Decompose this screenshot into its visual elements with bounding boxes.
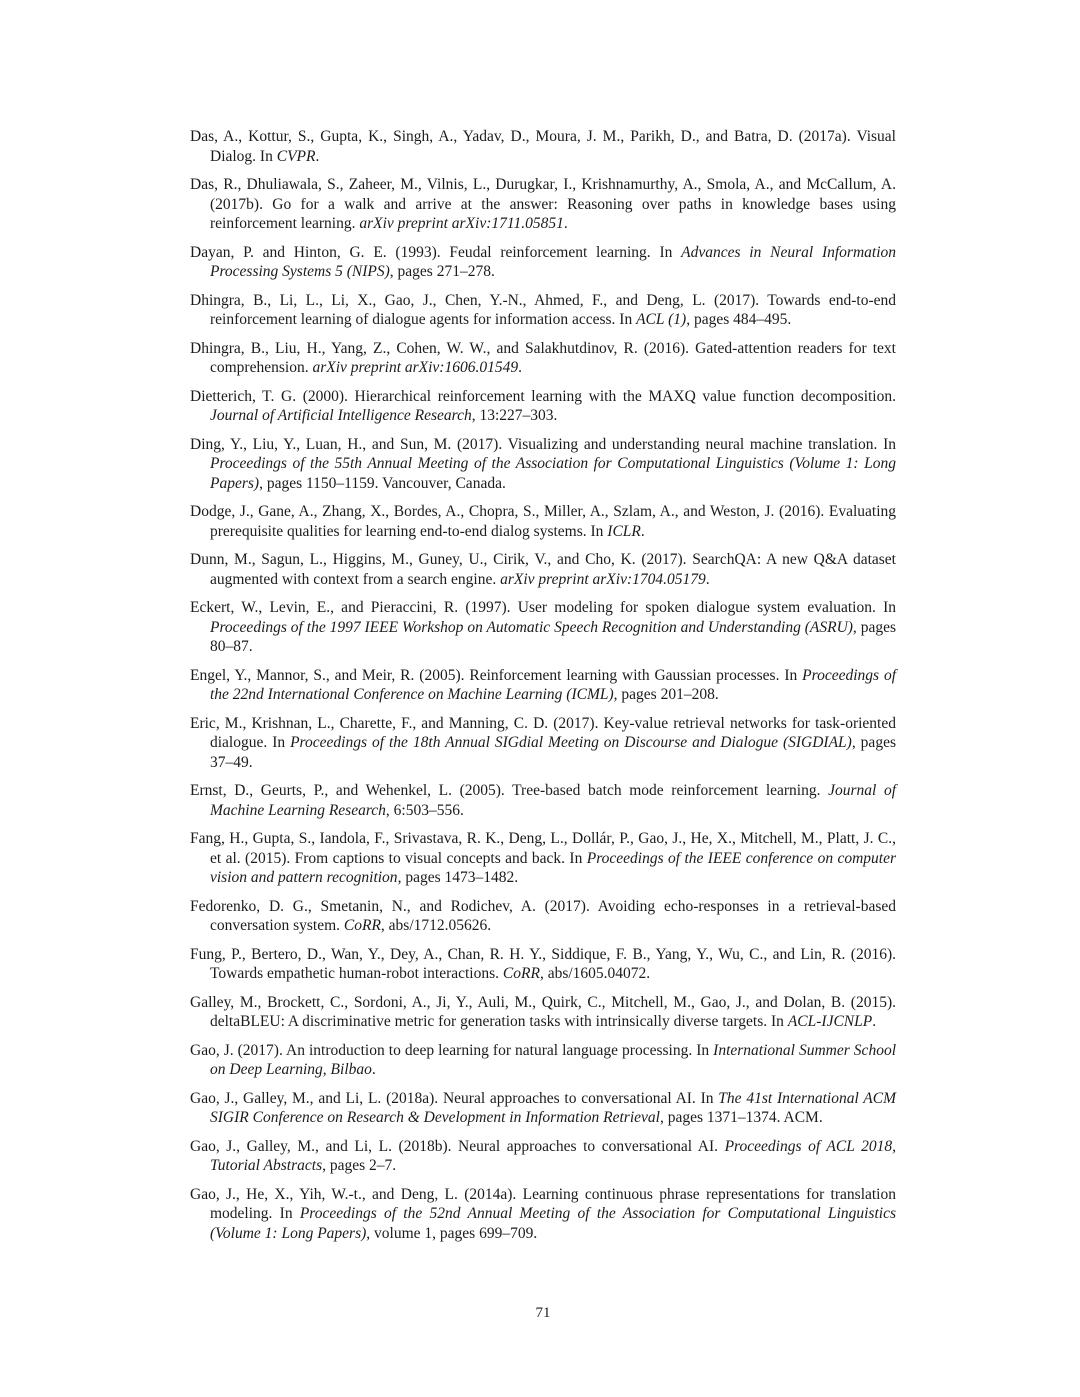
reference-venue: Journal of Artificial Intelligence Research xyxy=(210,407,472,424)
reference-entry xyxy=(190,502,896,541)
reference-venue: Proceedings of the 1997 IEEE Workshop on Automatic Speech Recognition and Understanding (ASRU) xyxy=(210,618,853,636)
reference-venue: Advances in Neural Information Processing Systems 5 (NIPS) xyxy=(210,243,896,280)
reference-text: . xyxy=(872,1013,877,1030)
reference-entry xyxy=(190,175,896,234)
reference-venue: CoRR xyxy=(502,965,540,982)
reference-text: , pages 2–7. xyxy=(322,1157,397,1174)
reference-venue: CoRR xyxy=(343,917,381,934)
reference-entry xyxy=(190,1041,896,1080)
reference-venue: Proceedings of ACL 2018, Tutorial Abstracts xyxy=(210,1137,896,1174)
reference-venue: ACL (1) xyxy=(636,311,687,328)
reference-text: . xyxy=(640,522,645,540)
reference-entry xyxy=(190,598,896,657)
reference-text: , pages 1473–1482. xyxy=(397,869,519,886)
reference-entry xyxy=(190,1089,896,1128)
reference-text: Gao, J. (2017). An introduction to deep learning for natural language processing. In xyxy=(190,1041,714,1059)
reference-text: Dodge, J., Gane, A., Zhang, X., Bordes, A., Chopra, S., Miller, A., Szlam, A., and Weston, J. (2016). Evaluating prerequisite qualities for learning end-to-end dialog systems. In xyxy=(190,503,896,540)
reference-entry xyxy=(190,993,896,1032)
reference-entry xyxy=(190,1185,896,1244)
reference-entry xyxy=(190,945,896,984)
reference-text: . xyxy=(371,1061,376,1078)
reference-text: Dayan, P. and Hinton, G. E. (1993). Feudal reinforcement learning. In xyxy=(190,243,682,261)
reference-text: Gao, J., Galley, M., and Li, L. (2018b). Neural approaches to conversational AI. xyxy=(190,1137,725,1155)
reference-entry xyxy=(190,291,896,330)
reference-venue: Proceedings of the 55th Annual Meeting of the Association for Computational Linguistics (Volume 1: Long Papers) xyxy=(210,455,896,492)
reference-text: Fung, P., Bertero, D., Wan, Y., Dey, A., Chan, R. H. Y., Siddique, F. B., Yang, Y., Wu, C., and Lin, R. (2016). Towards empathetic human-robot interactions. xyxy=(190,945,896,982)
reference-text: Eric, M., Krishnan, L., Charette, F., and Manning, C. D. (2017). Key-value retrieval networks for task-oriented dialogue. In xyxy=(190,714,896,751)
reference-text: Gao, J., He, X., Yih, W.-t., and Deng, L. (2014a). Learning continuous phrase representations for translation modeling. In xyxy=(190,1185,896,1222)
reference-text: . xyxy=(563,215,568,232)
references-list xyxy=(190,127,896,1252)
reference-entry xyxy=(190,829,896,888)
reference-text: , pages 80–87. xyxy=(210,618,896,655)
reference-text: Dhingra, B., Li, L., Li, X., Gao, J., Chen, Y.-N., Ahmed, F., and Deng, L. (2017). Towards end-to-end reinforcement learning of dialogue agents for information access. In xyxy=(190,291,896,328)
reference-text: Ernst, D., Geurts, P., and Wehenkel, L. (2005). Tree-based batch mode reinforcement learning. xyxy=(190,782,829,799)
reference-text: Ding, Y., Liu, Y., Luan, H., and Sun, M. (2017). Visualizing and understanding neural machine translation. In xyxy=(190,435,896,453)
reference-text: , abs/1605.04072. xyxy=(539,965,651,982)
reference-venue: arXiv preprint arXiv:1704.05179 xyxy=(500,570,706,588)
reference-text: Engel, Y., Mannor, S., and Meir, R. (2005). Reinforcement learning with Gaussian processes. In xyxy=(190,666,803,684)
reference-text: Gao, J., Galley, M., and Li, L. (2018a). Neural approaches to conversational AI. In xyxy=(190,1089,719,1107)
reference-entry xyxy=(190,666,896,705)
reference-entry xyxy=(190,897,896,936)
reference-venue: CVPR xyxy=(276,147,316,165)
reference-entry xyxy=(190,127,896,166)
reference-venue: Journal of Machine Learning Research xyxy=(210,782,897,819)
reference-text: . xyxy=(705,570,710,588)
reference-text: Dietterich, T. G. (2000). Hierarchical reinforcement learning with the MAXQ value function decomposition. xyxy=(190,387,896,405)
reference-entry xyxy=(190,339,896,378)
reference-text: , pages 1371–1374. ACM. xyxy=(659,1109,823,1126)
reference-venue: International Summer School on Deep Learning, Bilbao xyxy=(210,1041,896,1078)
reference-text: Dhingra, B., Liu, H., Yang, Z., Cohen, W. W., and Salakhutdinov, R. (2016). Gated-attention readers for text comprehension. xyxy=(190,339,896,376)
reference-text: , 13:227–303. xyxy=(471,407,558,424)
reference-entry xyxy=(190,714,896,773)
page-number: 71 xyxy=(535,1305,551,1321)
reference-entry xyxy=(190,781,896,820)
reference-text: Fedorenko, D. G., Smetanin, N., and Rodichev, A. (2017). Avoiding echo-responses in a retrieval-based conversation system. xyxy=(190,897,896,934)
reference-text: , 6:503–556. xyxy=(385,801,464,819)
reference-text: , pages 484–495. xyxy=(686,311,792,328)
reference-text: , volume 1, pages 699–709. xyxy=(366,1224,538,1242)
reference-venue: ACL-IJCNLP xyxy=(787,1013,873,1030)
reference-text: , abs/1712.05626. xyxy=(380,917,492,934)
reference-text: Galley, M., Brockett, C., Sordoni, A., Ji, Y., Auli, M., Quirk, C., Mitchell, M., Gao, J., and Dolan, B. (2015). deltaBLEU: A discriminative metric for generation tasks with intrinsically diverse targets. In xyxy=(190,993,896,1030)
reference-venue: Proceedings of the 52nd Annual Meeting of the Association for Computational Linguistics (Volume 1: Long Papers) xyxy=(210,1205,896,1242)
reference-venue: The 41st International ACM SIGIR Conference on Research & Development in Information Retrieval xyxy=(210,1089,896,1126)
reference-text: , pages 1150–1159. Vancouver, Canada. xyxy=(259,474,506,492)
reference-entry xyxy=(190,243,896,282)
reference-text: , pages 37–49. xyxy=(210,734,896,771)
reference-venue: arXiv preprint arXiv:1711.05851 xyxy=(359,215,564,232)
reference-text: Dunn, M., Sagun, L., Higgins, M., Guney, U., Cirik, V., and Cho, K. (2017). SearchQA: A new Q&A dataset augmented with context from a search engine. xyxy=(190,551,896,588)
reference-text: Das, A., Kottur, S., Gupta, K., Singh, A., Yadav, D., Moura, J. M., Parikh, D., and Batra, D. (2017a). Visual Dialog. In xyxy=(190,128,896,165)
reference-entry xyxy=(190,1137,896,1176)
reference-text: Eckert, W., Levin, E., and Pieraccini, R. (1997). User modeling for spoken dialogue system evaluation. In xyxy=(190,599,896,616)
reference-venue: ICLR xyxy=(607,522,641,540)
reference-entry xyxy=(190,387,896,426)
reference-venue: Proceedings of the 18th Annual SIGdial Meeting on Discourse and Dialogue (SIGDIAL) xyxy=(290,734,852,751)
reference-venue: arXiv preprint arXiv:1606.01549 xyxy=(312,359,519,376)
reference-entry xyxy=(190,435,896,494)
reference-text: , pages 271–278. xyxy=(389,263,495,280)
reference-text: Fang, H., Gupta, S., Iandola, F., Srivastava, R. K., Deng, L., Dollár, P., Gao, J., He, X., Mitchell, M., Platt, J. C., et al. (2015). From captions to visual concepts and back. In xyxy=(190,830,896,867)
reference-entry xyxy=(190,550,896,589)
reference-venue: Proceedings of the 22nd International Conference on Machine Learning (ICML) xyxy=(210,666,897,703)
reference-text: . xyxy=(315,147,320,165)
reference-text: , pages 201–208. xyxy=(613,686,719,703)
reference-text: . xyxy=(518,359,522,376)
reference-text: Das, R., Dhuliawala, S., Zaheer, M., Vilnis, L., Durugkar, I., Krishnamurthy, A., Smola, A., and McCallum, A. (2017b). Go for a walk and arrive at the answer: Reasoning over paths in knowledge bases using reinforcement learning. xyxy=(190,176,896,232)
reference-venue: Proceedings of the IEEE conference on computer vision and pattern recognition xyxy=(210,849,896,886)
